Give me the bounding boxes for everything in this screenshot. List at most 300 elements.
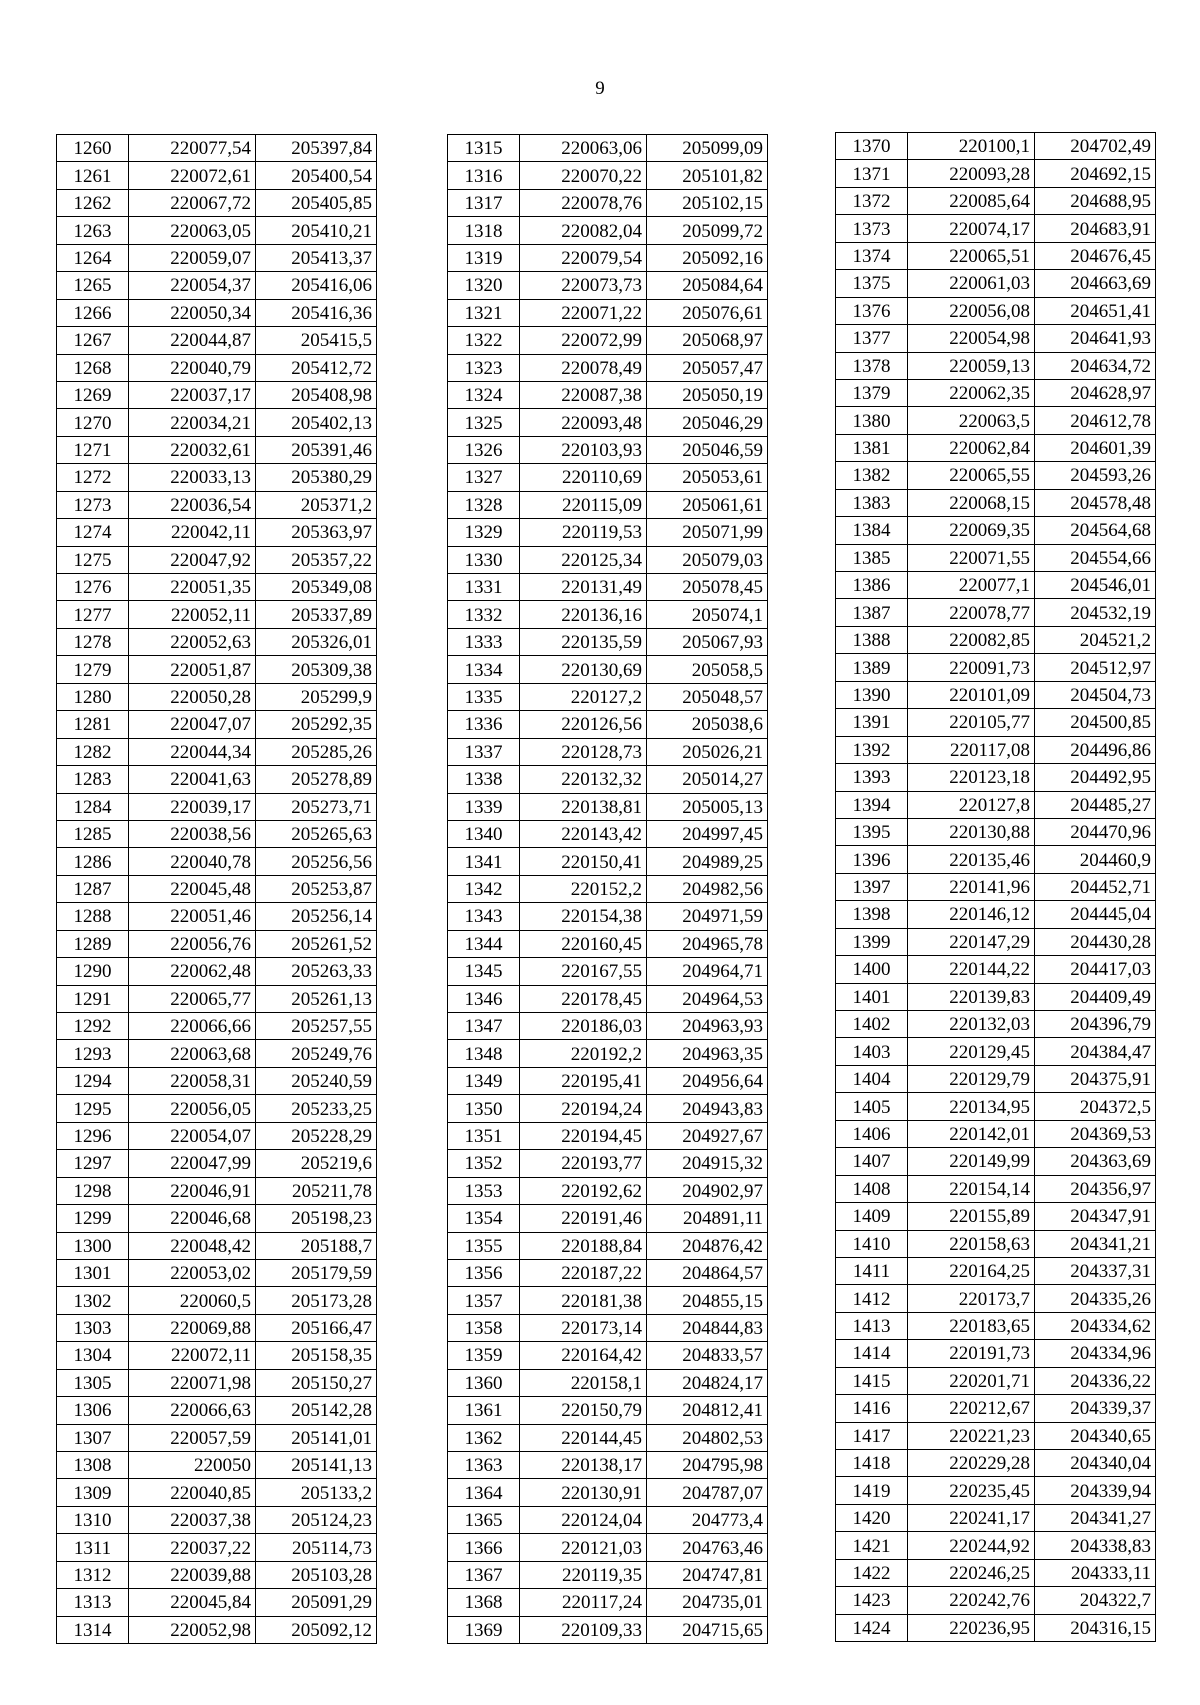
table-row [57, 1424, 377, 1451]
x-coordinate-cell: 220066,66 [129, 1013, 256, 1040]
x-coordinate-cell: 220188,84 [520, 1232, 647, 1259]
x-coordinate-cell: 220056,76 [129, 930, 256, 957]
x-coordinate-cell: 220221,23 [908, 1422, 1035, 1449]
x-coordinate-cell: 220091,73 [908, 654, 1035, 681]
table-row [448, 1287, 768, 1314]
point-number-cell: 1384 [836, 517, 908, 544]
y-coordinate-cell: 205026,21 [647, 738, 768, 765]
y-coordinate-cell: 205141,01 [256, 1424, 377, 1451]
point-number-cell: 1309 [57, 1479, 129, 1506]
x-coordinate-cell: 220103,93 [520, 436, 647, 463]
point-number-cell: 1422 [836, 1559, 908, 1586]
table-row [836, 187, 1156, 214]
y-coordinate-cell: 205078,45 [647, 574, 768, 601]
x-coordinate-cell: 220236,95 [908, 1614, 1035, 1641]
point-number-cell: 1265 [57, 272, 129, 299]
x-coordinate-cell: 220212,67 [908, 1395, 1035, 1422]
table-row [448, 381, 768, 408]
point-number-cell: 1266 [57, 299, 129, 326]
table-row [448, 464, 768, 491]
point-number-cell: 1307 [57, 1424, 129, 1451]
point-number-cell: 1373 [836, 215, 908, 242]
point-number-cell: 1363 [448, 1452, 520, 1479]
x-coordinate-cell: 220149,99 [908, 1148, 1035, 1175]
y-coordinate-cell: 205099,72 [647, 217, 768, 244]
x-coordinate-cell: 220136,16 [520, 601, 647, 628]
x-coordinate-cell: 220129,45 [908, 1038, 1035, 1065]
table-row [448, 574, 768, 601]
point-number-cell: 1305 [57, 1369, 129, 1396]
y-coordinate-cell: 205091,29 [256, 1589, 377, 1616]
x-coordinate-cell: 220242,76 [908, 1587, 1035, 1614]
x-coordinate-cell: 220050 [129, 1452, 256, 1479]
y-coordinate-cell: 204335,26 [1035, 1285, 1156, 1312]
x-coordinate-cell: 220040,79 [129, 354, 256, 381]
point-number-cell: 1355 [448, 1232, 520, 1259]
table-row [836, 160, 1156, 187]
table-row [57, 244, 377, 271]
y-coordinate-cell: 205402,13 [256, 409, 377, 436]
table-row [448, 1369, 768, 1396]
point-number-cell: 1275 [57, 546, 129, 573]
table-row [57, 1369, 377, 1396]
point-number-cell: 1262 [57, 189, 129, 216]
table-row [836, 1450, 1156, 1477]
table-row [57, 546, 377, 573]
x-coordinate-cell: 220110,69 [520, 464, 647, 491]
x-coordinate-cell: 220077,1 [908, 572, 1035, 599]
x-coordinate-cell: 220124,04 [520, 1506, 647, 1533]
point-number-cell: 1383 [836, 489, 908, 516]
table-row [836, 681, 1156, 708]
x-coordinate-cell: 220057,59 [129, 1424, 256, 1451]
x-coordinate-cell: 220119,53 [520, 519, 647, 546]
point-number-cell: 1285 [57, 820, 129, 847]
x-coordinate-cell: 220164,25 [908, 1257, 1035, 1284]
y-coordinate-cell: 205124,23 [256, 1506, 377, 1533]
point-number-cell: 1336 [448, 711, 520, 738]
point-number-cell: 1406 [836, 1120, 908, 1147]
y-coordinate-cell: 204891,11 [647, 1205, 768, 1232]
y-coordinate-cell: 205046,59 [647, 436, 768, 463]
y-coordinate-cell: 205228,29 [256, 1122, 377, 1149]
x-coordinate-cell: 220167,55 [520, 958, 647, 985]
x-coordinate-cell: 220138,17 [520, 1452, 647, 1479]
point-number-cell: 1321 [448, 299, 520, 326]
y-coordinate-cell: 204375,91 [1035, 1065, 1156, 1092]
y-coordinate-cell: 205309,38 [256, 656, 377, 683]
point-number-cell: 1308 [57, 1452, 129, 1479]
table-row [57, 1259, 377, 1286]
table-row [448, 299, 768, 326]
point-number-cell: 1423 [836, 1587, 908, 1614]
y-coordinate-cell: 204812,41 [647, 1397, 768, 1424]
point-number-cell: 1357 [448, 1287, 520, 1314]
point-number-cell: 1280 [57, 683, 129, 710]
x-coordinate-cell: 220194,45 [520, 1122, 647, 1149]
point-number-cell: 1399 [836, 928, 908, 955]
x-coordinate-cell: 220141,96 [908, 873, 1035, 900]
point-number-cell: 1292 [57, 1013, 129, 1040]
x-coordinate-cell: 220132,32 [520, 766, 647, 793]
table-row [57, 1616, 377, 1643]
x-coordinate-cell: 220069,35 [908, 517, 1035, 544]
table-row [57, 1067, 377, 1094]
table-row [57, 1150, 377, 1177]
y-coordinate-cell: 205349,08 [256, 574, 377, 601]
point-number-cell: 1301 [57, 1259, 129, 1286]
point-number-cell: 1311 [57, 1534, 129, 1561]
x-coordinate-cell: 220186,03 [520, 1013, 647, 1040]
x-coordinate-cell: 220115,09 [520, 491, 647, 518]
table-row [448, 327, 768, 354]
point-number-cell: 1333 [448, 628, 520, 655]
coordinates-table-2 [447, 134, 768, 1644]
y-coordinate-cell: 204824,17 [647, 1369, 768, 1396]
y-coordinate-cell: 204964,53 [647, 985, 768, 1012]
point-number-cell: 1420 [836, 1504, 908, 1531]
point-number-cell: 1350 [448, 1095, 520, 1122]
point-number-cell: 1421 [836, 1532, 908, 1559]
y-coordinate-cell: 204943,83 [647, 1095, 768, 1122]
table-row [836, 270, 1156, 297]
point-number-cell: 1303 [57, 1314, 129, 1341]
table-row [448, 1534, 768, 1561]
y-coordinate-cell: 204676,45 [1035, 242, 1156, 269]
x-coordinate-cell: 220045,48 [129, 875, 256, 902]
y-coordinate-cell: 204347,91 [1035, 1203, 1156, 1230]
y-coordinate-cell: 205074,1 [647, 601, 768, 628]
point-number-cell: 1326 [448, 436, 520, 463]
x-coordinate-cell: 220068,15 [908, 489, 1035, 516]
point-number-cell: 1394 [836, 791, 908, 818]
table-row [57, 464, 377, 491]
table-row [448, 1150, 768, 1177]
x-coordinate-cell: 220061,03 [908, 270, 1035, 297]
y-coordinate-cell: 205211,78 [256, 1177, 377, 1204]
y-coordinate-cell: 204409,49 [1035, 983, 1156, 1010]
table-row [836, 297, 1156, 324]
x-coordinate-cell: 220045,84 [129, 1589, 256, 1616]
point-number-cell: 1316 [448, 162, 520, 189]
point-number-cell: 1404 [836, 1065, 908, 1092]
point-number-cell: 1297 [57, 1150, 129, 1177]
y-coordinate-cell: 204554,66 [1035, 544, 1156, 571]
y-coordinate-cell: 204628,97 [1035, 379, 1156, 406]
table-row [57, 766, 377, 793]
table-row [57, 1287, 377, 1314]
x-coordinate-cell: 220052,63 [129, 628, 256, 655]
point-number-cell: 1390 [836, 681, 908, 708]
x-coordinate-cell: 220046,68 [129, 1205, 256, 1232]
table-row [448, 711, 768, 738]
point-number-cell: 1313 [57, 1589, 129, 1616]
x-coordinate-cell: 220132,03 [908, 1011, 1035, 1038]
x-coordinate-cell: 220125,34 [520, 546, 647, 573]
x-coordinate-cell: 220154,14 [908, 1175, 1035, 1202]
x-coordinate-cell: 220054,37 [129, 272, 256, 299]
table-row [57, 1122, 377, 1149]
x-coordinate-cell: 220235,45 [908, 1477, 1035, 1504]
y-coordinate-cell: 205261,52 [256, 930, 377, 957]
table-row [448, 1095, 768, 1122]
x-coordinate-cell: 220078,49 [520, 354, 647, 381]
y-coordinate-cell: 205014,27 [647, 766, 768, 793]
point-number-cell: 1365 [448, 1506, 520, 1533]
table-row [836, 1065, 1156, 1092]
y-coordinate-cell: 205150,27 [256, 1369, 377, 1396]
point-number-cell: 1335 [448, 683, 520, 710]
table-row [448, 848, 768, 875]
point-number-cell: 1329 [448, 519, 520, 546]
x-coordinate-cell: 220138,81 [520, 793, 647, 820]
x-coordinate-cell: 220130,91 [520, 1479, 647, 1506]
table-row [57, 985, 377, 1012]
table-row [448, 903, 768, 930]
table-row [448, 491, 768, 518]
x-coordinate-cell: 220051,35 [129, 574, 256, 601]
x-coordinate-cell: 220062,35 [908, 379, 1035, 406]
table-row [57, 1479, 377, 1506]
table-row [836, 736, 1156, 763]
table-row [448, 766, 768, 793]
x-coordinate-cell: 220146,12 [908, 901, 1035, 928]
point-number-cell: 1291 [57, 985, 129, 1012]
y-coordinate-cell: 205278,89 [256, 766, 377, 793]
x-coordinate-cell: 220044,34 [129, 738, 256, 765]
y-coordinate-cell: 205057,47 [647, 354, 768, 381]
y-coordinate-cell: 205412,72 [256, 354, 377, 381]
x-coordinate-cell: 220063,5 [908, 407, 1035, 434]
point-number-cell: 1424 [836, 1614, 908, 1641]
table-row [448, 738, 768, 765]
point-number-cell: 1370 [836, 133, 908, 160]
point-number-cell: 1344 [448, 930, 520, 957]
y-coordinate-cell: 205061,61 [647, 491, 768, 518]
table-row [57, 574, 377, 601]
table-row [57, 354, 377, 381]
x-coordinate-cell: 220067,72 [129, 189, 256, 216]
point-number-cell: 1405 [836, 1093, 908, 1120]
x-coordinate-cell: 220072,99 [520, 327, 647, 354]
table-row [836, 544, 1156, 571]
x-coordinate-cell: 220147,29 [908, 928, 1035, 955]
table-row [448, 958, 768, 985]
point-number-cell: 1281 [57, 711, 129, 738]
point-number-cell: 1278 [57, 628, 129, 655]
point-number-cell: 1356 [448, 1259, 520, 1286]
point-number-cell: 1286 [57, 848, 129, 875]
point-number-cell: 1342 [448, 875, 520, 902]
table-row [836, 352, 1156, 379]
x-coordinate-cell: 220050,34 [129, 299, 256, 326]
y-coordinate-cell: 204496,86 [1035, 736, 1156, 763]
y-coordinate-cell: 204322,7 [1035, 1587, 1156, 1614]
table-row [448, 1616, 768, 1643]
y-coordinate-cell: 204927,67 [647, 1122, 768, 1149]
point-number-cell: 1302 [57, 1287, 129, 1314]
table-row [836, 1477, 1156, 1504]
table-row [448, 272, 768, 299]
point-number-cell: 1320 [448, 272, 520, 299]
table-row [836, 379, 1156, 406]
table-row [57, 491, 377, 518]
y-coordinate-cell: 204833,57 [647, 1342, 768, 1369]
point-number-cell: 1312 [57, 1561, 129, 1588]
point-number-cell: 1398 [836, 901, 908, 928]
point-number-cell: 1371 [836, 160, 908, 187]
table-row [448, 1013, 768, 1040]
x-coordinate-cell: 220085,64 [908, 187, 1035, 214]
table-row [57, 189, 377, 216]
table-row [836, 1093, 1156, 1120]
table-row [836, 901, 1156, 928]
y-coordinate-cell: 204521,2 [1035, 626, 1156, 653]
y-coordinate-cell: 205050,19 [647, 381, 768, 408]
y-coordinate-cell: 204369,53 [1035, 1120, 1156, 1147]
y-coordinate-cell: 205415,5 [256, 327, 377, 354]
point-number-cell: 1397 [836, 873, 908, 900]
y-coordinate-cell: 204546,01 [1035, 572, 1156, 599]
x-coordinate-cell: 220069,88 [129, 1314, 256, 1341]
x-coordinate-cell: 220048,42 [129, 1232, 256, 1259]
x-coordinate-cell: 220135,59 [520, 628, 647, 655]
point-number-cell: 1395 [836, 818, 908, 845]
x-coordinate-cell: 220173,14 [520, 1314, 647, 1341]
table-row [57, 848, 377, 875]
y-coordinate-cell: 204956,64 [647, 1067, 768, 1094]
x-coordinate-cell: 220040,78 [129, 848, 256, 875]
y-coordinate-cell: 204492,95 [1035, 764, 1156, 791]
x-coordinate-cell: 220082,04 [520, 217, 647, 244]
y-coordinate-cell: 205371,2 [256, 491, 377, 518]
table-row [448, 135, 768, 162]
point-number-cell: 1368 [448, 1589, 520, 1616]
x-coordinate-cell: 220150,79 [520, 1397, 647, 1424]
y-coordinate-cell: 204384,47 [1035, 1038, 1156, 1065]
table-row [57, 1205, 377, 1232]
point-number-cell: 1327 [448, 464, 520, 491]
y-coordinate-cell: 204485,27 [1035, 791, 1156, 818]
point-number-cell: 1341 [448, 848, 520, 875]
table-row [448, 519, 768, 546]
x-coordinate-cell: 220056,05 [129, 1095, 256, 1122]
x-coordinate-cell: 220065,77 [129, 985, 256, 1012]
point-number-cell: 1410 [836, 1230, 908, 1257]
x-coordinate-cell: 220056,08 [908, 297, 1035, 324]
x-coordinate-cell: 220063,05 [129, 217, 256, 244]
y-coordinate-cell: 204651,41 [1035, 297, 1156, 324]
y-coordinate-cell: 205285,26 [256, 738, 377, 765]
y-coordinate-cell: 205265,63 [256, 820, 377, 847]
x-coordinate-cell: 220037,38 [129, 1506, 256, 1533]
table-row [836, 1559, 1156, 1586]
table-row [448, 656, 768, 683]
point-number-cell: 1380 [836, 407, 908, 434]
x-coordinate-cell: 220244,92 [908, 1532, 1035, 1559]
y-coordinate-cell: 204578,48 [1035, 489, 1156, 516]
x-coordinate-cell: 220143,42 [520, 820, 647, 847]
y-coordinate-cell: 204997,45 [647, 820, 768, 847]
table-row [448, 1589, 768, 1616]
table-row [836, 1504, 1156, 1531]
x-coordinate-cell: 220060,5 [129, 1287, 256, 1314]
table-row [448, 1314, 768, 1341]
table-row [836, 791, 1156, 818]
y-coordinate-cell: 204601,39 [1035, 434, 1156, 461]
y-coordinate-cell: 205068,97 [647, 327, 768, 354]
table-row [57, 162, 377, 189]
table-row [448, 354, 768, 381]
x-coordinate-cell: 220073,73 [520, 272, 647, 299]
x-coordinate-cell: 220063,06 [520, 135, 647, 162]
table-row [57, 1342, 377, 1369]
table-row [836, 764, 1156, 791]
x-coordinate-cell: 220117,08 [908, 736, 1035, 763]
table-row [836, 434, 1156, 461]
x-coordinate-cell: 220128,73 [520, 738, 647, 765]
table-row [448, 162, 768, 189]
table-row [57, 903, 377, 930]
x-coordinate-cell: 220054,07 [129, 1122, 256, 1149]
x-coordinate-cell: 220065,51 [908, 242, 1035, 269]
table-row [57, 628, 377, 655]
x-coordinate-cell: 220193,77 [520, 1150, 647, 1177]
point-number-cell: 1272 [57, 464, 129, 491]
y-coordinate-cell: 205256,14 [256, 903, 377, 930]
point-number-cell: 1367 [448, 1561, 520, 1588]
y-coordinate-cell: 204500,85 [1035, 709, 1156, 736]
table-row [448, 1479, 768, 1506]
point-number-cell: 1382 [836, 462, 908, 489]
point-number-cell: 1362 [448, 1424, 520, 1451]
point-number-cell: 1324 [448, 381, 520, 408]
y-coordinate-cell: 205326,01 [256, 628, 377, 655]
x-coordinate-cell: 220130,69 [520, 656, 647, 683]
y-coordinate-cell: 204339,94 [1035, 1477, 1156, 1504]
point-number-cell: 1293 [57, 1040, 129, 1067]
x-coordinate-cell: 220071,22 [520, 299, 647, 326]
table-row [836, 956, 1156, 983]
table-row [836, 626, 1156, 653]
point-number-cell: 1414 [836, 1340, 908, 1367]
point-number-cell: 1300 [57, 1232, 129, 1259]
x-coordinate-cell: 220121,03 [520, 1534, 647, 1561]
point-number-cell: 1304 [57, 1342, 129, 1369]
y-coordinate-cell: 205391,46 [256, 436, 377, 463]
y-coordinate-cell: 205067,93 [647, 628, 768, 655]
table-row [448, 628, 768, 655]
table-row [836, 325, 1156, 352]
table-row [57, 299, 377, 326]
point-number-cell: 1287 [57, 875, 129, 902]
y-coordinate-cell: 204971,59 [647, 903, 768, 930]
table-row [836, 1367, 1156, 1394]
point-number-cell: 1290 [57, 958, 129, 985]
y-coordinate-cell: 204417,03 [1035, 956, 1156, 983]
y-coordinate-cell: 204688,95 [1035, 187, 1156, 214]
table-row [836, 489, 1156, 516]
x-coordinate-cell: 220192,2 [520, 1040, 647, 1067]
y-coordinate-cell: 205397,84 [256, 135, 377, 162]
y-coordinate-cell: 205101,82 [647, 162, 768, 189]
y-coordinate-cell: 204452,71 [1035, 873, 1156, 900]
x-coordinate-cell: 220066,63 [129, 1397, 256, 1424]
table-row [836, 846, 1156, 873]
table-row [448, 1259, 768, 1286]
y-coordinate-cell: 204902,97 [647, 1177, 768, 1204]
point-number-cell: 1403 [836, 1038, 908, 1065]
